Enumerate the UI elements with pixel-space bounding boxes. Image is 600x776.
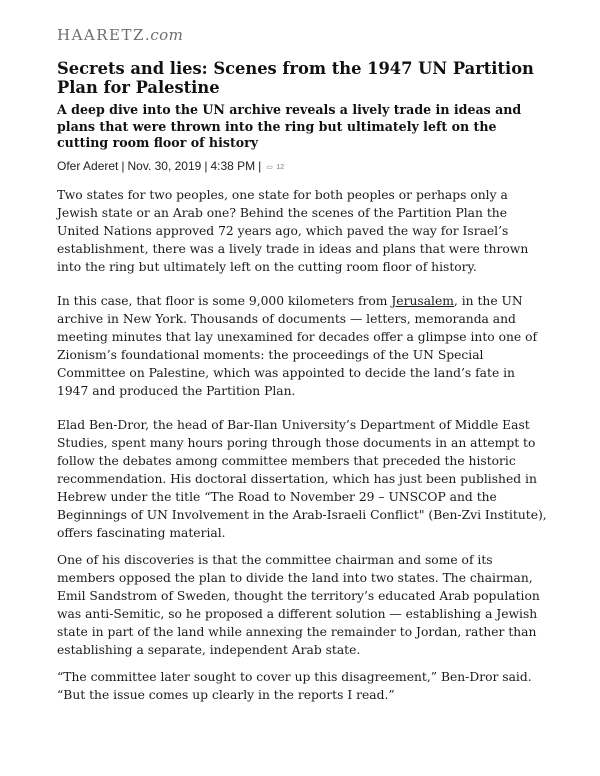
article-paragraph xyxy=(57,292,547,400)
jerusalem-link[interactable]: Jerusalem xyxy=(391,294,454,308)
byline xyxy=(57,159,284,173)
author-name[interactable]: Ofer Aderet xyxy=(57,159,119,173)
site-masthead[interactable] xyxy=(57,26,183,44)
article-paragraph: Two states for two peoples, one state for both peoples or perhaps only a Jewish state or an Arab one? Behind the scenes of the Partition Plan the United Nations approved 72 years ago, which paved the way for Israel’s establishment, there was a lively trade in ideas and plans that were thrown into the ring but ultimately left on the cutting room floor of history. xyxy=(57,188,529,274)
article-title: Secrets and lies: Scenes from the 1947 UN Partition Plan for Palestine xyxy=(57,59,534,97)
paragraph-text: , in the UN archive in New York. Thousands of documents — letters, memoranda and meeting minutes that lay unexamined for decades offer a glimpse into one of Zionism’s foundational moments: the proceedings of the UN Special Committee on Palestine, which was appointed to decide the land’s fate in 1947 and produced the Partition Plan. xyxy=(57,294,538,398)
byline-separator: | xyxy=(258,159,262,173)
article-paragraph: One of his discoveries is that the committee chairman and some of its members opposed the plan to divide the land into two states. The chairman, Emil Sandstrom of Sweden, thought the territory’s educated Arab population was anti-Semitic, so he proposed a different solution — establishing a Jewish state in part of the land while annexing the remainder to Jordan, rather than establishing a separate, independent Arab state. xyxy=(57,553,540,657)
byline-separator: | xyxy=(121,159,125,173)
brand-tld: .com xyxy=(144,26,184,44)
byline-separator: | xyxy=(204,159,208,173)
article-paragraph: “The committee later sought to cover up this disagreement,” Ben-Dror said. “But the issue comes up clearly in the reports I read.” xyxy=(57,670,532,702)
brand-name: HAARETZ xyxy=(57,26,145,44)
comment-icon[interactable]: ▭ xyxy=(266,164,273,171)
article-paragraph: Elad Ben-Dror, the head of Bar-Ilan University’s Department of Middle East Studies, spent many hours poring through those documents in an attempt to follow the debates among committee members that preceded the historic recommendation. His doctoral dissertation, which has just been published in Hebrew under the title “The Road to November 29 – UNSCOP and the Beginnings of UN Involvement in the Arab-Israeli Conflict" (Ben-Zvi Institute), offers fascinating material. xyxy=(57,418,547,540)
comments-count[interactable]: 12 xyxy=(276,164,285,171)
paragraph-text: In this case, that floor is some 9,000 kilometers from xyxy=(57,294,392,308)
publish-time: 4:38 PM xyxy=(210,159,256,173)
article-subtitle: A deep dive into the UN archive reveals a lively trade in ideas and plans that were thrown into the ring but ultimately left on the cutting room floor of history xyxy=(57,102,522,150)
publish-date: Nov. 30, 2019 xyxy=(127,159,202,173)
